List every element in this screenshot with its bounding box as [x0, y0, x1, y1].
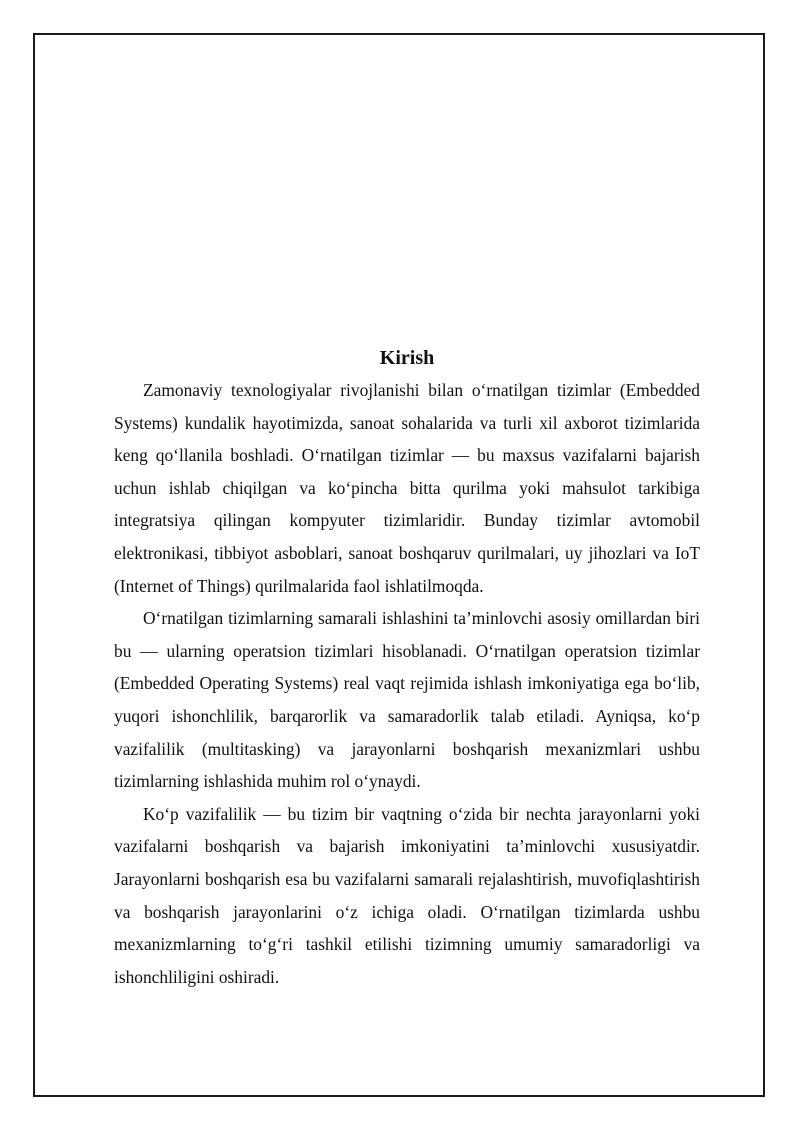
- paragraph-3: Ko‘p vazifalilik — bu tizim bir vaqtning o‘zida bir nechta jarayonlarni yoki vazifalarni boshqarish va bajarish imkoniyatini ta’minlovchi xususiyatdir. Jarayonlarni boshqarish esa bu vazifalarni samarali rejalashtirish, muvofiqlashtirish va boshqarish jarayonlarini o‘z ichiga oladi. O‘rnatilgan tizimlarda ushbu mexanizmlarning to‘g‘ri tashkil etilishi tizimning umumiy samaradorligi va ishonchliligini oshiradi.: [114, 803, 700, 987]
- paragraph-2: O‘rnatilgan tizimlarning samarali ishlashini ta’minlovchi asosiy omillardan biri bu — ularning operatsion tizimlari hisoblanadi. O‘rnatilgan operatsion tizimlar (Embedded Operating Systems) real vaqt rejimida ishlash imkoniyatiga ega bo‘lib, yuqori ishonchlilik, barqarorlik va samaradorlik talab etiladi. Ayniqsa, ko‘p vazifalilik (multitasking) va jarayonlarni boshqarish mexanizmlari ushbu tizimlarning ishlashida muhim rol o‘ynaydi.: [114, 608, 700, 792]
- paragraph-1: Zamonaviy texnologiyalar rivojlanishi bilan o‘rnatilgan tizimlar (Embedded Systems) kundalik hayotimizda, sanoat sohalarida va turli xil axborot tizimlarida keng qo‘llanila boshladi. O‘rnatilgan tizimlar — bu maxsus vazifalarni bajarish uchun ishlab chiqilgan va ko‘pincha bitta qurilma yoki mahsulot tarkibiga integratsiya qilingan kompyuter tizimlaridir. Bunday tizimlar avtomobil elektronikasi, tibbiyot asboblari, sanoat boshqaruv qurilmalari, uy jihozlari va IoT (Internet of Things) qurilmalarida faol ishlatilmoqda.: [114, 380, 700, 596]
- document-body: [114, 344, 700, 993]
- section-title: Kirish: [379, 347, 435, 369]
